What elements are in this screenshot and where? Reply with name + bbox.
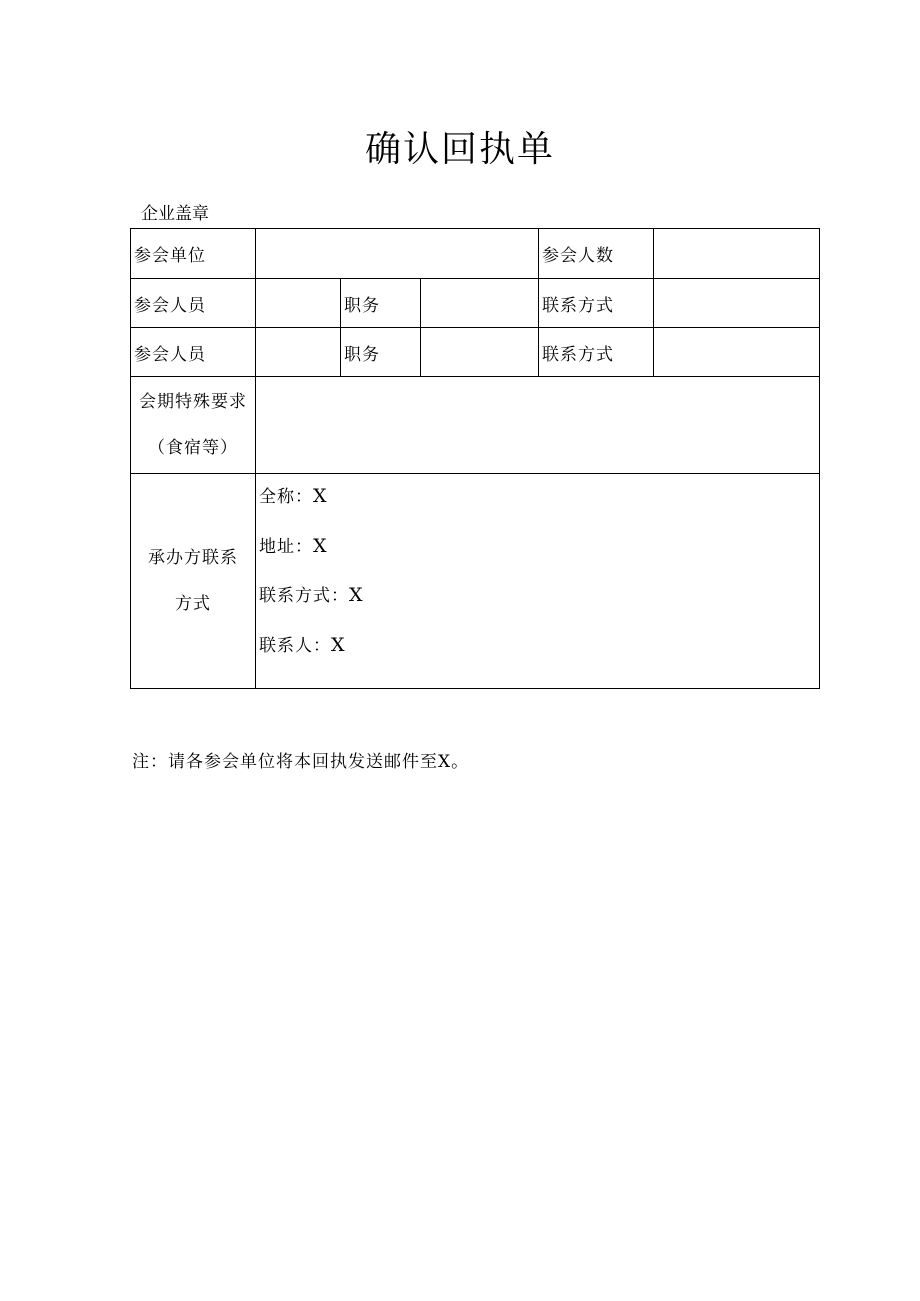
- position-field[interactable]: [421, 328, 539, 377]
- special-request-row: [131, 377, 820, 474]
- position-label: 职务: [341, 279, 421, 328]
- organizer-label-line1: 承办方联系: [148, 548, 238, 568]
- confirmation-form-table: [130, 228, 820, 689]
- organizer-row: [131, 474, 820, 689]
- organizer-phone: [259, 573, 819, 623]
- attendee-name-field[interactable]: [256, 328, 341, 377]
- organizer-label-line2: 方式: [175, 594, 211, 614]
- organizer-phone-label: 联系方式：: [259, 586, 349, 606]
- unit-row: [131, 229, 820, 279]
- contact-label: 联系方式: [539, 279, 654, 328]
- attendee-row: [131, 279, 820, 328]
- organizer-address: [259, 524, 819, 574]
- contact-label: 联系方式: [539, 328, 654, 377]
- organizer-person-value: X: [331, 633, 346, 656]
- attendee-count-label: 参会人数: [539, 229, 654, 279]
- special-request-label-line2: （食宿等）: [148, 438, 238, 458]
- organizer-contact-details: [256, 474, 820, 689]
- contact-field[interactable]: [654, 328, 820, 377]
- special-request-field[interactable]: [256, 377, 820, 474]
- page-title: 确认回执单: [364, 129, 555, 170]
- organizer-person-label: 联系人：: [259, 635, 331, 656]
- position-field[interactable]: [421, 279, 539, 328]
- footnote: 注：请各参会单位将本回执发送邮件至X。: [132, 752, 470, 772]
- special-request-label: [131, 377, 256, 474]
- attendee-label: 参会人员: [131, 328, 256, 377]
- organizer-contact-person: [259, 623, 819, 673]
- contact-field[interactable]: [654, 279, 820, 328]
- attendee-row: [131, 328, 820, 377]
- organizer-phone-value: X: [349, 584, 364, 606]
- unit-label: 参会单位: [131, 229, 256, 279]
- special-request-label-line1: 会期特殊要求: [139, 392, 247, 412]
- company-stamp-label: 企业盖章: [141, 204, 209, 224]
- unit-field[interactable]: [256, 229, 539, 279]
- attendee-count-field[interactable]: [654, 229, 820, 279]
- attendee-name-field[interactable]: [256, 279, 341, 328]
- organizer-label: [131, 474, 256, 689]
- organizer-fullname-label: 全称：: [259, 487, 313, 507]
- organizer-address-value: X: [313, 534, 328, 557]
- position-label: 职务: [341, 328, 421, 377]
- organizer-fullname: [259, 474, 819, 524]
- organizer-fullname-value: X: [313, 485, 328, 507]
- attendee-label: 参会人员: [131, 279, 256, 328]
- organizer-address-label: 地址：: [259, 536, 313, 557]
